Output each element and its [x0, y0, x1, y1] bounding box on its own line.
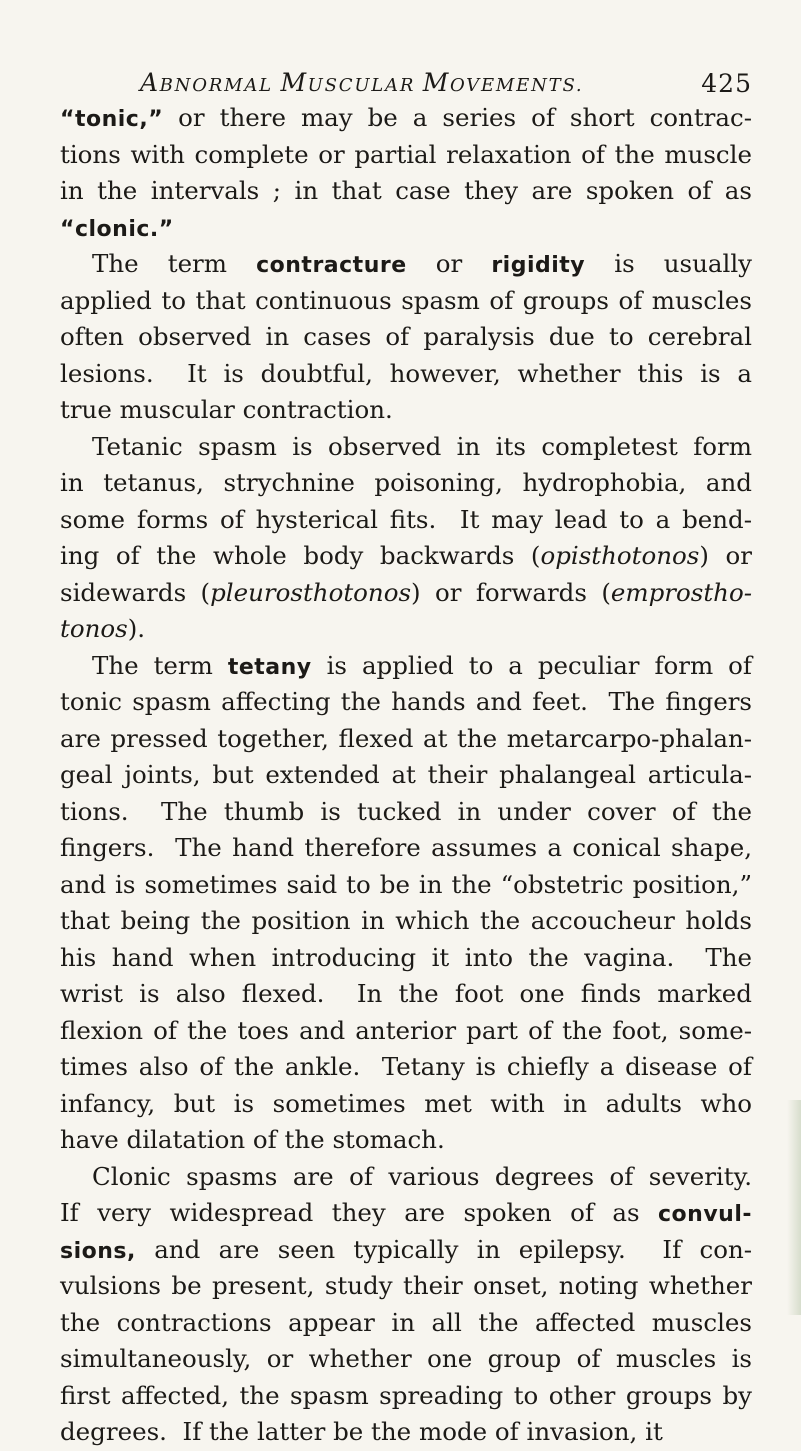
- text-line: [60, 1086, 752, 1123]
- text-run: The term: [92, 249, 257, 278]
- text-run: applied to that continuous spasm of groups of muscles: [60, 285, 752, 315]
- text-line: [60, 684, 752, 721]
- running-head-title: [140, 68, 583, 97]
- text-run: the contractions appear in all the affected muscles: [60, 1307, 752, 1337]
- text-line: [60, 137, 752, 174]
- paragraph: [60, 1159, 752, 1451]
- italic-term: tonos: [60, 614, 128, 643]
- text-line: [60, 721, 752, 758]
- text-run: is applied to a peculiar form of: [311, 650, 753, 680]
- text-run: or: [406, 249, 492, 278]
- text-run: Tetanic spasm is observed in its completest form: [92, 431, 752, 461]
- page-edge-stain: [787, 1100, 801, 1315]
- text-run: wrist is also flexed. In the foot one finds marked: [60, 979, 752, 1008]
- text-line: [60, 502, 752, 539]
- text-run: some forms of hysterical fits. It may lead to a bend-: [60, 504, 752, 534]
- text-line: [60, 1013, 752, 1050]
- text-line: [60, 356, 752, 393]
- text-line: [60, 1341, 752, 1378]
- paragraph: [60, 100, 752, 246]
- paragraph: [60, 246, 752, 429]
- text-line: [60, 757, 752, 794]
- text-run: lesions. It is doubtful, however, whether this is a: [60, 358, 752, 388]
- text-line: [60, 830, 752, 867]
- text-run: and are seen typically in epilepsy. If con-: [135, 1234, 752, 1264]
- text-run: in tetanus, strychnine poisoning, hydrophobia, and: [60, 468, 752, 497]
- head-title-initial: M: [280, 68, 308, 97]
- italic-term: opisthotonos: [540, 541, 700, 570]
- text-line: [60, 173, 752, 210]
- text-line: [60, 1378, 752, 1415]
- text-line: [60, 1122, 752, 1159]
- text-run: ) or: [699, 541, 752, 570]
- text-run: his hand when introducing it into the vagina. The: [60, 942, 752, 972]
- text-line: [60, 429, 752, 466]
- text-run: and is sometimes said to be in the “obstetric position,”: [60, 869, 752, 899]
- text-run: tions with complete or partial relaxation of the muscle: [60, 139, 752, 169]
- page-number: 425: [701, 69, 752, 98]
- text-line: [60, 283, 752, 320]
- text-line: [60, 867, 752, 904]
- bold-term: contracture: [256, 253, 407, 278]
- text-run: have dilatation of the stomach.: [60, 1125, 445, 1154]
- paragraph: [60, 429, 752, 648]
- text-line: [60, 538, 752, 575]
- text-line: [60, 940, 752, 977]
- text-line: [60, 611, 752, 648]
- text-line: [60, 903, 752, 940]
- text-run: is usually: [585, 249, 752, 278]
- text-line: [60, 1305, 752, 1342]
- text-line: [60, 246, 752, 283]
- text-run: often observed in cases of paralysis due to cerebral: [60, 322, 752, 351]
- text-line: [60, 319, 752, 356]
- text-run: ing of the whole body backwards (: [60, 541, 541, 570]
- text-run: tions. The thumb is tucked in under cover of the: [60, 796, 752, 826]
- italic-term: emprostho-: [610, 577, 752, 607]
- text-run: are pressed together, flexed at the metarcarpo-phalan-: [60, 723, 752, 753]
- bold-term: sions,: [60, 1238, 136, 1264]
- bold-term: tetany: [227, 654, 312, 680]
- text-line: [60, 465, 752, 502]
- bold-term: convul-: [658, 1202, 752, 1227]
- text-run: first affected, the spasm spreading to other groups by: [60, 1380, 752, 1410]
- body-text: [60, 100, 752, 1451]
- paragraph: [60, 648, 752, 1159]
- text-run: Clonic spasms are of various degrees of severity.: [92, 1161, 752, 1191]
- head-title-initial: M: [422, 68, 450, 97]
- text-line: [60, 794, 752, 831]
- text-run: or there may be a series of short contrac-: [163, 103, 752, 132]
- text-run: times also of the ankle. Tetany is chiefly a disease of: [60, 1052, 752, 1081]
- text-run: true muscular contraction.: [60, 395, 393, 424]
- text-run: The term: [92, 650, 228, 680]
- text-line: [60, 100, 752, 137]
- bold-term: “tonic,”: [60, 107, 164, 132]
- text-line: [60, 1159, 752, 1196]
- head-title-smallcaps: BNORMAL: [159, 75, 281, 96]
- text-line: [60, 1195, 752, 1232]
- text-line: [60, 1268, 752, 1305]
- text-run: fingers. The hand therefore assumes a conical shape,: [60, 833, 752, 862]
- text-run: simultaneously, or whether one group of muscles is: [60, 1344, 752, 1373]
- head-title-smallcaps: OVEMENTS.: [449, 75, 584, 96]
- text-run: If very widespread they are spoken of as: [60, 1198, 658, 1227]
- text-run: in the intervals ; in that case they are spoken of as: [60, 176, 752, 205]
- text-line: [60, 976, 752, 1013]
- text-run: ).: [127, 614, 146, 643]
- text-run: sidewards (: [60, 577, 211, 607]
- text-run: flexion of the toes and anterior part of the foot, some-: [60, 1015, 752, 1045]
- text-line: [60, 1049, 752, 1086]
- text-run: infancy, but is sometimes met with in adults who: [60, 1088, 752, 1118]
- text-line: [60, 648, 752, 685]
- text-run: degrees. If the latter be the mode of invasion, it: [60, 1417, 663, 1446]
- text-run: ) or forwards (: [411, 577, 611, 607]
- head-title-initial: A: [140, 68, 160, 97]
- bold-term: “clonic.”: [60, 216, 174, 242]
- text-line: [60, 1414, 752, 1451]
- text-line: [60, 392, 752, 429]
- italic-term: pleurosthotonos: [210, 577, 412, 607]
- text-line: [60, 575, 752, 612]
- bold-term: rigidity: [491, 253, 586, 278]
- text-line: [60, 210, 752, 247]
- head-title-smallcaps: USCULAR: [307, 75, 423, 96]
- text-run: geal joints, but extended at their phalangeal articula-: [60, 760, 752, 789]
- text-run: that being the position in which the accoucheur holds: [60, 906, 752, 935]
- text-line: [60, 1232, 752, 1269]
- text-run: tonic spasm affecting the hands and feet. The fingers: [60, 687, 752, 716]
- text-run: vulsions be present, study their onset, noting whether: [60, 1271, 752, 1300]
